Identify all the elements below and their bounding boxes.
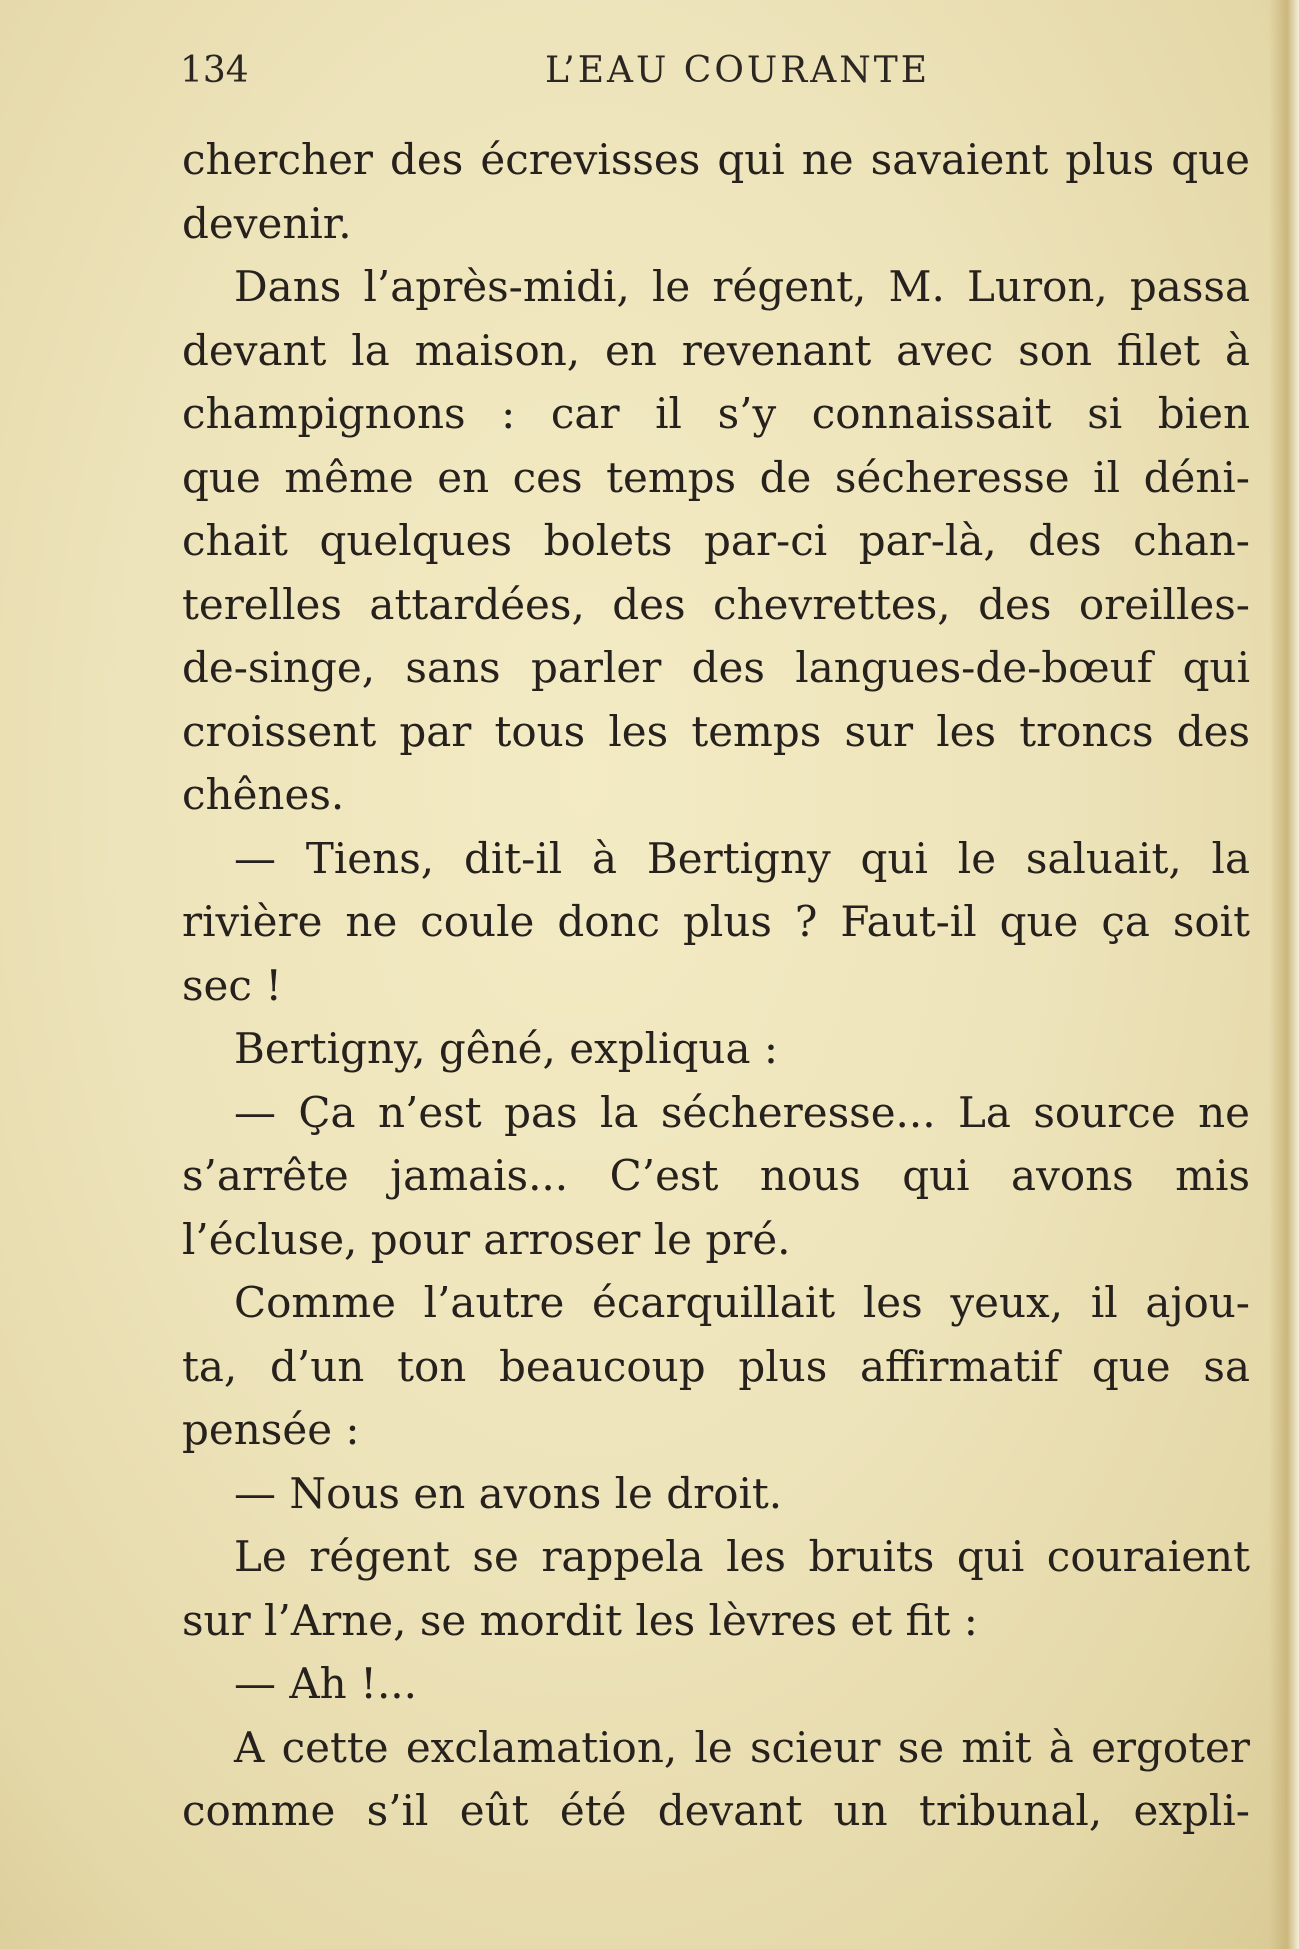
text-line: terelles attardées, des chevrettes, des oreilles- <box>182 579 1250 629</box>
running-title: L’EAU COURANTE <box>545 50 931 91</box>
page-number: 134 <box>180 50 249 91</box>
text-line: chênes. <box>182 770 345 819</box>
text-line: croissent par tous les temps sur les troncs des <box>182 706 1250 756</box>
text-line: — Tiens, dit-il à Bertigny qui le saluait, la <box>234 833 1250 883</box>
text-line: — Ça n’est pas la sécheresse... La source ne <box>234 1087 1250 1137</box>
text-line: l’écluse, pour arroser le pré. <box>182 1214 791 1264</box>
text-line: devenir. <box>182 198 352 248</box>
text-line: Bertigny, gêné, expliqua : <box>234 1024 779 1073</box>
text-line: chait quelques bolets par-ci par-là, des chan- <box>182 516 1250 565</box>
text-line: pensée : <box>182 1405 360 1454</box>
text-line: sec ! <box>182 960 283 1010</box>
text-line: Le régent se rappela les bruits qui couraient <box>234 1532 1250 1581</box>
text-line: comme s’il eût été devant un tribunal, expli- <box>182 1786 1250 1835</box>
page-edge-shadow <box>1269 0 1299 1949</box>
text-line: s’arrête jamais... C’est nous qui avons mis <box>182 1151 1250 1200</box>
text-line: sur l’Arne, se mordit les lèvres et fit : <box>182 1595 978 1645</box>
running-head <box>180 50 1210 100</box>
text-line: — Nous en avons le droit. <box>234 1468 783 1518</box>
text-line: chercher des écrevisses qui ne savaient plus que <box>182 135 1250 184</box>
text-line: A cette exclamation, le scieur se mit à ergoter <box>234 1722 1250 1772</box>
text-line: Comme l’autre écarquillait les yeux, il ajou- <box>234 1278 1250 1327</box>
text-line: de-singe, sans parler des langues-de-bœuf qui <box>182 643 1250 692</box>
body-text <box>182 128 1250 1843</box>
text-line: que même en ces temps de sécheresse il déni- <box>182 452 1250 502</box>
text-line: ta, d’un ton beaucoup plus affirmatif que sa <box>182 1341 1250 1391</box>
text-line: champignons : car il s’y connaissait si bien <box>182 389 1250 438</box>
text-line: devant la maison, en revenant avec son filet à <box>182 325 1250 375</box>
text-line: Dans l’après-midi, le régent, M. Luron, passa <box>234 262 1250 311</box>
text-line: rivière ne coule donc plus ? Faut-il que ça soit <box>182 897 1250 946</box>
text-line: — Ah !... <box>234 1659 418 1708</box>
